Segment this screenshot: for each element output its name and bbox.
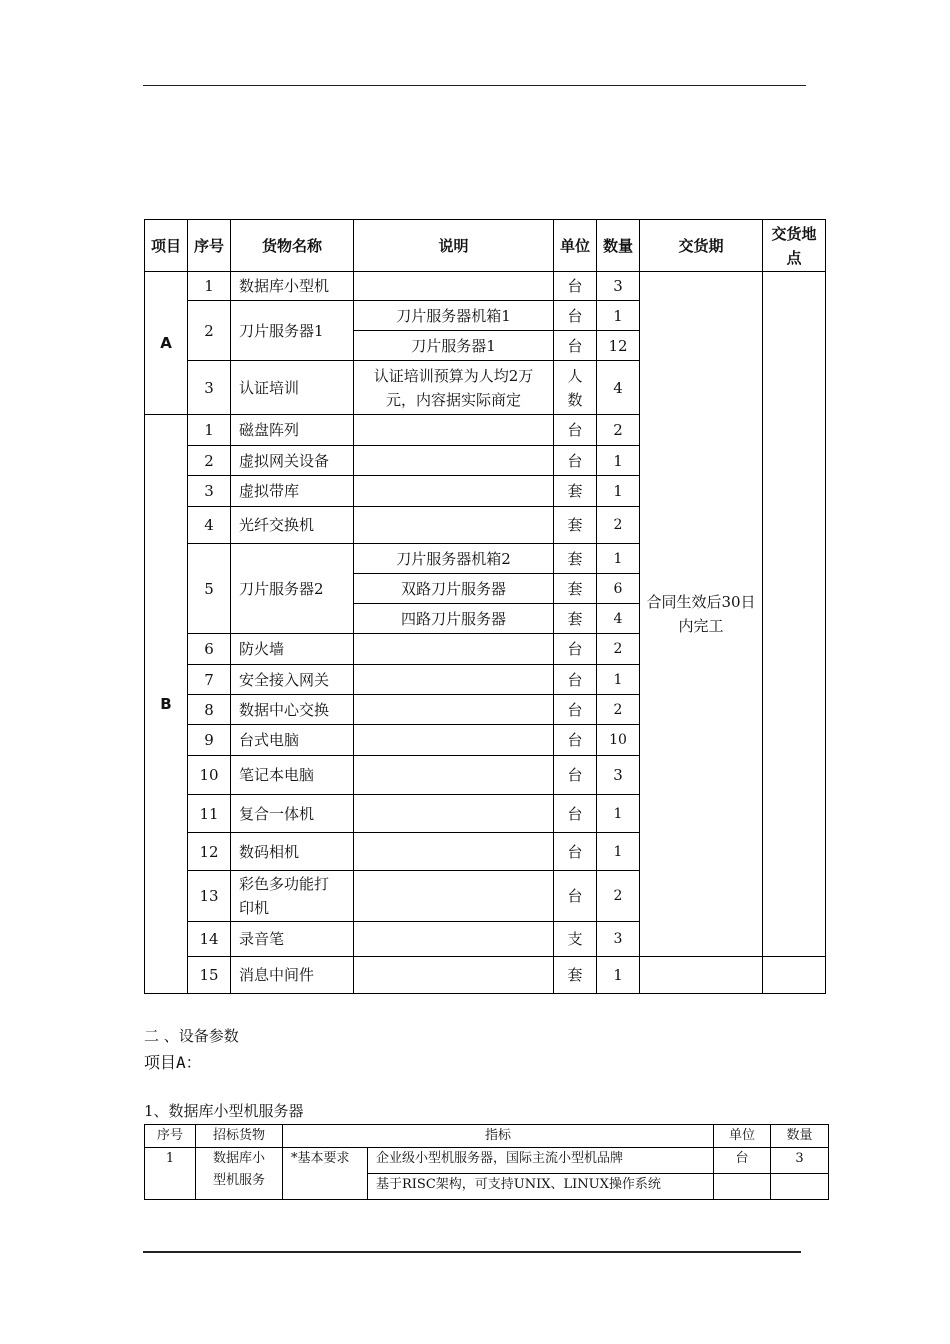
unit-cell: 台 [554,665,597,695]
group-b-cell: B [145,415,188,994]
name-cell: 刀片服务器2 [231,544,354,634]
unit-cell: 人数 [554,361,597,415]
qty-cell: 1 [597,446,640,476]
desc-cell: 刀片服务器机箱1 [354,301,554,331]
project-a-heading: 项目A： [144,1053,202,1072]
qty-cell: 1 [597,833,640,871]
qty-cell: 2 [597,634,640,665]
seq-cell: 6 [188,634,231,665]
desc-cell [354,695,554,725]
unit-cell: 套 [554,957,597,994]
seq-cell: 12 [188,833,231,871]
desc-cell [354,507,554,544]
seq-cell: 3 [188,361,231,415]
seq-cell: 8 [188,695,231,725]
spec-header-seq: 序号 [145,1125,196,1148]
seq-cell: 15 [188,957,231,994]
unit-cell: 套 [554,574,597,604]
unit-cell: 台 [554,415,597,446]
spec-header-goods: 招标货物 [196,1125,283,1148]
name-cell: 虚拟网关设备 [231,446,354,476]
desc-cell [354,833,554,871]
qty-cell: 3 [597,922,640,957]
qty-cell: 3 [597,272,640,301]
seq-cell: 13 [188,871,231,922]
unit-cell: 台 [554,446,597,476]
qty-cell: 2 [597,695,640,725]
desc-cell [354,922,554,957]
header-qty: 数量 [597,220,640,272]
desc-cell [354,272,554,301]
spec-unit-cell-empty [714,1174,771,1200]
desc-cell [354,756,554,795]
desc-cell [354,476,554,507]
name-cell: 消息中间件 [231,957,354,994]
qty-cell: 10 [597,725,640,756]
name-cell: 复合一体机 [231,795,354,833]
unit-cell: 台 [554,756,597,795]
name-cell: 光纤交换机 [231,507,354,544]
qty-cell: 1 [597,665,640,695]
qty-cell: 2 [597,507,640,544]
header-rule [143,85,806,86]
unit-cell: 台 [554,725,597,756]
qty-cell: 1 [597,544,640,574]
spec-line-cell: 企业级小型机服务器，国际主流小型机品牌 [368,1148,714,1174]
unit-cell: 台 [554,795,597,833]
desc-cell: 认证培训预算为人均2万元，内容据实际商定 [354,361,554,415]
desc-cell [354,446,554,476]
seq-cell: 1 [188,272,231,301]
name-cell: 刀片服务器1 [231,301,354,361]
name-cell: 安全接入网关 [231,665,354,695]
unit-cell: 台 [554,331,597,361]
name-cell: 数据库小型机 [231,272,354,301]
qty-cell: 1 [597,476,640,507]
header-row [145,220,826,272]
unit-cell: 套 [554,604,597,634]
unit-cell: 套 [554,476,597,507]
header-seq: 序号 [188,220,231,272]
table-row [145,1148,829,1174]
name-cell: 笔记本电脑 [231,756,354,795]
delivery-period-cell-last [640,957,763,994]
qty-cell: 1 [597,957,640,994]
spec-seq-cell: 1 [145,1148,196,1200]
seq-cell: 10 [188,756,231,795]
spec-line-cell: 基于RISC架构，可支持UNIX、LINUX操作系统 [368,1174,714,1200]
desc-cell: 四路刀片服务器 [354,604,554,634]
name-cell: 磁盘阵列 [231,415,354,446]
spec-qty-cell-empty [771,1174,829,1200]
unit-cell: 台 [554,695,597,725]
name-cell: 数据中心交换 [231,695,354,725]
spec-unit-cell: 台 [714,1148,771,1174]
spec-req-cell: *基本要求 [283,1148,368,1200]
qty-cell: 2 [597,415,640,446]
spec-goods-cell: 数据库小型机服务 [196,1148,283,1200]
table-row [145,272,826,301]
seq-cell: 2 [188,301,231,361]
unit-cell: 支 [554,922,597,957]
spec-table [144,1124,829,1200]
desc-cell [354,634,554,665]
seq-cell: 3 [188,476,231,507]
spec-header-row [145,1125,829,1148]
delivery-period-cell: 合同生效后30日内完工 [640,272,763,957]
name-cell: 虚拟带库 [231,476,354,507]
spec-qty-cell: 3 [771,1148,829,1174]
qty-cell: 1 [597,301,640,331]
delivery-place-cell [763,272,826,957]
qty-cell: 12 [597,331,640,361]
spec-header-unit: 单位 [714,1125,771,1148]
desc-cell: 刀片服务器机箱2 [354,544,554,574]
subsection-heading: 1、数据库小型机服务器 [144,1102,304,1120]
seq-cell: 5 [188,544,231,634]
qty-cell: 2 [597,871,640,922]
group-a-cell: A [145,272,188,415]
name-cell: 台式电脑 [231,725,354,756]
delivery-place-cell-last [763,957,826,994]
table-row [145,957,826,994]
seq-cell: 14 [188,922,231,957]
header-desc: 说明 [354,220,554,272]
desc-cell: 刀片服务器1 [354,331,554,361]
seq-cell: 2 [188,446,231,476]
unit-cell: 台 [554,301,597,331]
name-cell: 录音笔 [231,922,354,957]
header-unit: 单位 [554,220,597,272]
name-cell: 防火墙 [231,634,354,665]
desc-cell [354,415,554,446]
unit-cell: 台 [554,833,597,871]
unit-cell: 台 [554,871,597,922]
name-cell: 数码相机 [231,833,354,871]
seq-cell: 4 [188,507,231,544]
qty-cell: 1 [597,795,640,833]
name-cell: 彩色多功能打印机 [231,871,354,922]
desc-cell [354,957,554,994]
name-cell: 认证培训 [231,361,354,415]
desc-cell [354,871,554,922]
desc-cell: 双路刀片服务器 [354,574,554,604]
seq-cell: 9 [188,725,231,756]
qty-cell: 3 [597,756,640,795]
seq-cell: 1 [188,415,231,446]
spec-header-index: 指标 [283,1125,714,1148]
unit-cell: 套 [554,544,597,574]
delivery-table [144,219,826,994]
seq-cell: 7 [188,665,231,695]
unit-cell: 套 [554,507,597,544]
unit-cell: 台 [554,634,597,665]
footer-rule [143,1251,801,1253]
qty-cell: 4 [597,361,640,415]
desc-cell [354,665,554,695]
unit-cell: 台 [554,272,597,301]
section-heading: 二 、设备参数 [144,1027,239,1045]
desc-cell [354,725,554,756]
header-place: 交货地点 [763,220,826,272]
header-name: 货物名称 [231,220,354,272]
header-item: 项目 [145,220,188,272]
desc-cell [354,795,554,833]
qty-cell: 6 [597,574,640,604]
qty-cell: 4 [597,604,640,634]
header-delivery: 交货期 [640,220,763,272]
spec-header-qty: 数量 [771,1125,829,1148]
seq-cell: 11 [188,795,231,833]
